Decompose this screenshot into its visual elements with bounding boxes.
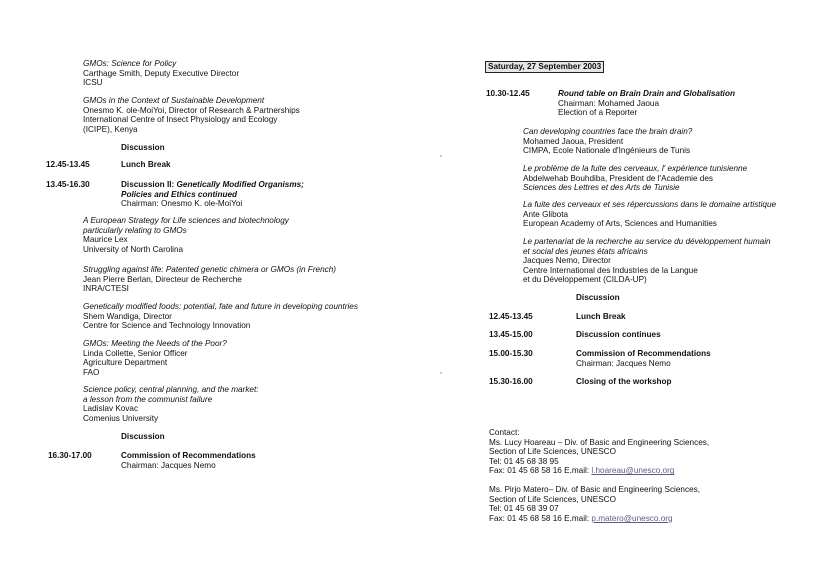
session-title: Lunch Break: [121, 160, 171, 169]
talk-title: Struggling against life: Patented genetic chimera or GMOs (in French): [83, 265, 337, 274]
talk-block: [83, 265, 336, 294]
session-time: 13.45-15.00: [489, 330, 533, 339]
affiliation: European Academy of Arts, Sciences and Humanities: [523, 219, 717, 229]
session-time: 15.00-15.30: [489, 349, 533, 358]
session-time: 10.30-12.45: [486, 89, 530, 98]
speaker: Carthage Smith, Deputy Executive Director: [83, 68, 240, 78]
affiliation: International Centre of Insect Physiology and Ecology: [83, 115, 278, 125]
session-chair: Chairman: Onesmo K. ole-MoiYoi: [121, 199, 243, 209]
contact-line: Section of Life Sciences, UNESCO: [489, 494, 616, 504]
discussion-heading: Discussion: [121, 143, 165, 152]
talk-title: A European Strategy for Life sciences and biotechnology: [83, 216, 289, 225]
talk-block: [523, 237, 771, 285]
speaker: Abdelwehab Bouhdiba, President de l'Academie des: [523, 173, 714, 183]
discussion-heading: Discussion: [576, 293, 620, 302]
session-time: 15.30-16.00: [489, 377, 533, 386]
session-time: 12.45-13.45: [46, 160, 90, 169]
talk-block: [83, 385, 259, 423]
talk-block: [83, 216, 289, 254]
affiliation: University of North Carolina: [83, 244, 184, 254]
session-title: Closing of the workshop: [576, 377, 672, 386]
session-title: Round table on Brain Drain and Globalisation: [558, 89, 735, 98]
session-note: Election of a Reporter: [558, 108, 638, 118]
talk-block: [83, 59, 239, 88]
contact-heading: Contact:: [489, 428, 520, 437]
talk-title: Genetically modified foods: potential, fate and future in developing countries: [83, 302, 358, 311]
talk-block: [523, 127, 692, 156]
affiliation: ICSU: [83, 78, 103, 88]
speaker: Ante Glibota: [523, 209, 569, 219]
affiliation: Comenius University: [83, 413, 159, 423]
talk-block: [83, 96, 300, 134]
talk-title: GMOs in the Context of Sustainable Development: [83, 96, 265, 105]
session-time: 16.30-17.00: [48, 451, 92, 460]
affiliation: (ICIPE), Kenya: [83, 124, 138, 134]
affiliation: FAO: [83, 367, 100, 377]
session-title: Discussion II: Genetically Modified Organisms;: [121, 180, 304, 189]
session-block: [558, 89, 735, 118]
session-title: Discussion continues: [576, 330, 661, 339]
contact-phone: Tel: 01 45 68 39 07: [489, 504, 559, 514]
session-chair: Chairman: Mohamed Jaoua: [558, 98, 660, 108]
contact-fax-email: Fax: 01 45 68 58 16 E.mail: l.hoareau@unesco.org: [489, 466, 675, 476]
session-title: Lunch Break: [576, 312, 626, 321]
contact-line: Section of Life Sciences, UNESCO: [489, 447, 616, 457]
contact-block: [489, 428, 709, 476]
session-chair: Chairman: Jacques Nemo: [121, 460, 216, 470]
talk-block: [523, 200, 776, 229]
session-block: [121, 180, 304, 209]
talk-title: a lesson from the communist failure: [83, 394, 213, 404]
speaker: Linda Collette, Senior Officer: [83, 348, 188, 358]
talk-title: La fuite des cerveaux et ses répercussions dans le domaine artistique: [523, 200, 777, 209]
talk-title: GMOs: Science for Policy: [83, 59, 177, 68]
speaker: Ladislav Kovac: [83, 404, 139, 414]
affiliation: Centre for Science and Technology Innovation: [83, 321, 251, 331]
affiliation: INRA/CTESI: [83, 284, 129, 294]
talk-block: [83, 302, 358, 331]
session-chair: Chairman: Jacques Nemo: [576, 358, 671, 368]
affiliation: CIMPA, Ecole Nationale d'Ingénieurs de Tunis: [523, 146, 691, 156]
session-title: Commission of Recommendations: [121, 451, 256, 460]
discussion-heading: Discussion: [121, 432, 165, 441]
speaker: Shem Wandiga, Director: [83, 311, 172, 321]
talk-block: [523, 164, 747, 193]
affiliation: Sciences des Lettres et des Arts de Tunisie: [523, 183, 680, 193]
email-link[interactable]: l.hoareau@unesco.org: [591, 466, 675, 476]
talk-title: Science policy, central planning, and the market:: [83, 385, 259, 394]
speaker: Onesmo K. ole-MoiYoi, Director of Research & Partnerships: [83, 105, 300, 115]
talk-title: particularly relating to GMOs: [83, 225, 187, 235]
talk-title: Le problème de la fuite des cerveaux, l' expérience tunisienne: [523, 164, 748, 173]
speaker: Jean Pierre Berlan, Directeur de Recherche: [83, 274, 242, 284]
session-time: 12.45-13.45: [489, 312, 533, 321]
affiliation: Agriculture Department: [83, 358, 168, 368]
speaker: Mohamed Jaoua, President: [523, 136, 624, 146]
affiliation: Centre International des Industries de la Langue: [523, 265, 698, 275]
session-block: [121, 451, 256, 470]
affiliation: et du Développement (CILDA-UP): [523, 275, 647, 285]
speaker: Jacques Nemo, Director: [523, 256, 611, 266]
talk-title: et social des jeunes états africains: [523, 246, 648, 256]
session-title: Commission of Recommendations: [576, 349, 711, 358]
session-block: [576, 349, 711, 368]
contact-fax-email: Fax: 01 45 68 58 16 E.mail: p.matero@unesco.org: [489, 513, 673, 523]
contact-block: [489, 485, 700, 523]
contact-line: Ms. Lucy Hoareau – Div. of Basic and Engineering Sciences,: [489, 437, 710, 447]
contact-phone: Tel: 01 45 68 38 95: [489, 456, 559, 466]
talk-title: GMOs: Meeting the Needs of the Poor?: [83, 339, 227, 348]
email-link[interactable]: p.matero@unesco.org: [591, 513, 673, 523]
session-time: 13.45-16.30: [46, 180, 90, 189]
session-title-cont: Policies and Ethics continued: [121, 189, 238, 199]
talk-block: [83, 339, 227, 377]
date-heading: Saturday, 27 September 2003: [485, 61, 604, 73]
talk-title: Le partenariat de la recherche au service du développement humain: [523, 237, 771, 246]
talk-title: Can developing countries face the brain drain?: [523, 127, 693, 136]
contact-line: Ms. Pirjo Matero– Div. of Basic and Engineering Sciences,: [489, 485, 700, 494]
speaker: Maurice Lex: [83, 235, 128, 245]
